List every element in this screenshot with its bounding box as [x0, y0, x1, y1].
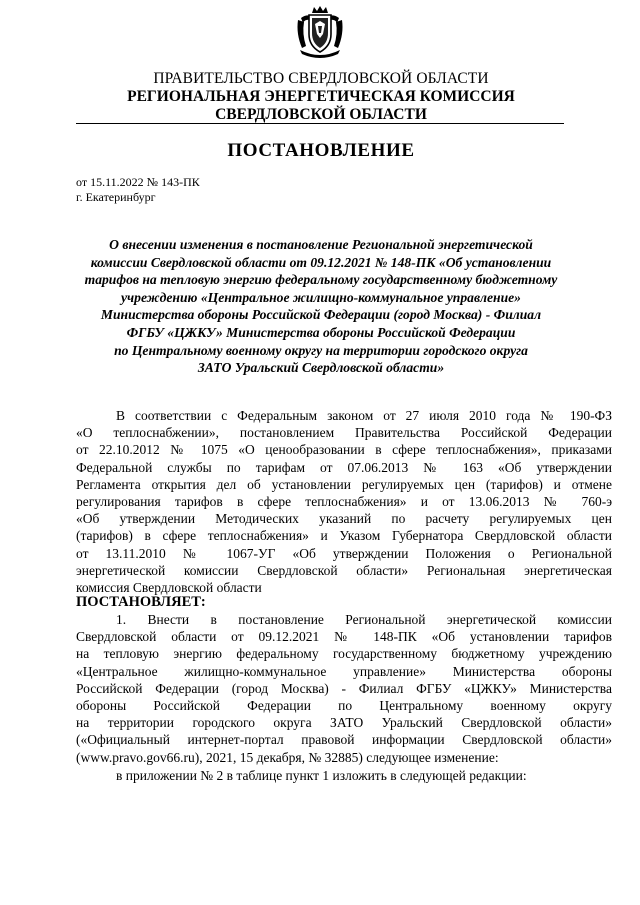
subject-line: Министерства обороны Российской Федерации (город Москва) - Филиал — [100, 307, 542, 323]
preamble-line: «О теплоснабжении», постановлением Правительства Российской Федерации — [76, 425, 612, 441]
preamble-line: энергетической комиссии Свердловской области» Региональная энергетическая — [76, 562, 612, 578]
item-1-line: на тепловую энергию федеральному государственному бюджетному учреждению — [76, 646, 612, 662]
preamble-line: В соответствии с Федеральным законом от 27 июля 2010 года № 190-ФЗ — [116, 408, 612, 423]
header-divider — [76, 123, 564, 124]
item-1-subparagraph — [76, 767, 612, 784]
preamble-line: Федеральной службы по тарифам от 07.06.2013 № 163 «Об утверждении — [76, 459, 612, 475]
item-1-line: Российской Федерации (город Москва) - Филиал ФГБУ «ЦЖКУ» Министерства — [76, 680, 612, 696]
preamble-line: от 13.11.2010 № 1067-УГ «Об утверждении Положения о Региональной — [76, 545, 612, 561]
preamble-line: комиссия Свердловской области — [76, 580, 262, 596]
subject-line: тарифов на тепловую энергию федеральному государственному бюджетному — [84, 272, 558, 288]
document-city: г. Екатеринбург — [76, 190, 156, 204]
document-title: ПОСТАНОВЛЕНИЕ — [227, 140, 415, 161]
commission-header: РЕГИОНАЛЬНАЯ ЭНЕРГЕТИЧЕСКАЯ КОМИССИЯ — [127, 88, 515, 105]
government-header: ПРАВИТЕЛЬСТВО СВЕРДЛОВСКОЙ ОБЛАСТИ — [153, 70, 489, 87]
coat-of-arms-emblem — [292, 4, 348, 60]
subject-line: ФГБУ «ЦЖКУ» Министерства обороны Российской Федерации — [126, 324, 516, 340]
decree-word: ПОСТАНОВЛЯЕТ: — [76, 594, 206, 610]
preamble-line: Регламента открытия дел об установлении регулируемых цен (тарифов) и отмене — [76, 476, 612, 492]
preamble-paragraph — [76, 407, 612, 596]
preamble-line: (тарифов) в сфере теплоснабжения» и Указом Губернатора Свердловской области — [76, 528, 612, 544]
document-date-number: от 15.11.2022 № 143-ПК — [76, 175, 200, 189]
item-1-line: (www.pravo.gov66.ru), 2021, 15 декабря, № 32885) следующее изменение: — [76, 749, 499, 765]
subject-line: комиссии Свердловской области от 09.12.2021 № 148-ПК «Об установлении — [90, 254, 552, 270]
subject-line: ЗАТО Уральский Свердловской области» — [197, 360, 445, 376]
preamble-line: от 22.10.2012 № 1075 «О ценообразовании в сфере теплоснабжения», приказами — [76, 442, 612, 458]
document-subject — [76, 236, 566, 377]
region-header: СВЕРДЛОВСКОЙ ОБЛАСТИ — [215, 106, 427, 123]
subject-line: учреждению «Центральное жилищно-коммунальное управление» — [121, 289, 521, 305]
item-1-line: «Центральное жилищно-коммунальное управление» Министерства обороны — [76, 663, 612, 679]
item-1-sub-line: в приложении № 2 в таблице пункт 1 изложить в следующей редакции: — [116, 768, 527, 783]
preamble-line: «Об утверждении Методических указаний по расчету регулируемых цен — [76, 511, 612, 527]
item-1-line: Свердловской области от 09.12.2021 № 148-ПК «Об установлении тарифов — [76, 629, 612, 645]
item-1-line: 1. Внести в постановление Региональной энергетической комиссии — [116, 612, 612, 627]
item-1-line: обороны Российской Федерации по Центральному военному округу — [76, 698, 612, 714]
preamble-line: регулирования тарифов в сфере теплоснабжения» и от 13.06.2013 № 760-э — [76, 494, 612, 510]
subject-line: О внесении изменения в постановление Региональной энергетической — [109, 237, 533, 252]
item-1-line: («Официальный интернет-портал правовой информации Свердловской области» — [76, 732, 612, 748]
item-1-line: на территории городского округа ЗАТО Уральский Свердловской области» — [76, 715, 612, 731]
item-1-paragraph — [76, 611, 612, 766]
subject-line: по Центральному военному округу на территории городского округа — [114, 342, 528, 358]
